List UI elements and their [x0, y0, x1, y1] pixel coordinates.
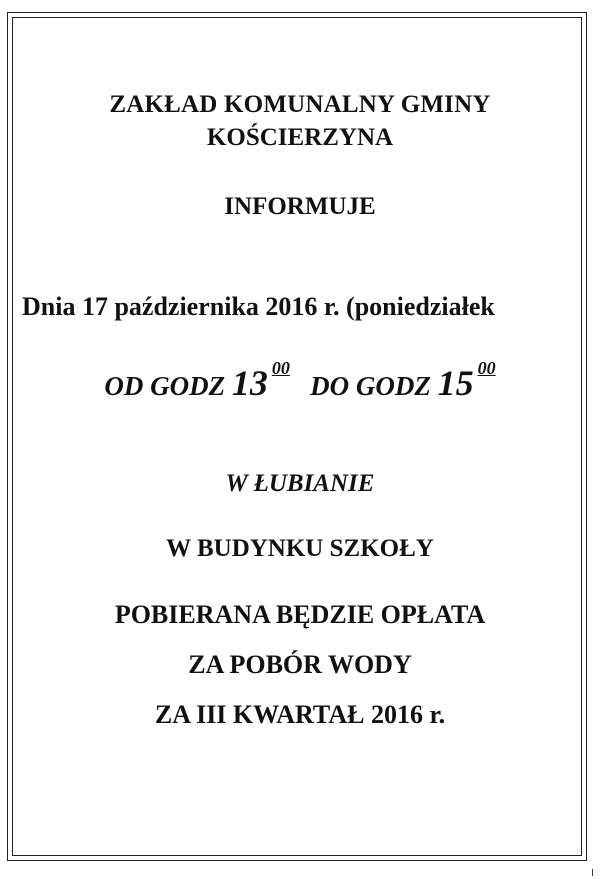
- organization-name-line2: KOŚCIERZYNA: [206, 124, 394, 151]
- corner-mark: I: [591, 868, 594, 879]
- fee-line2: ZA POBÓR WODY: [188, 650, 412, 679]
- to-hour: 15: [437, 363, 474, 403]
- location-building: W BUDYNKU SZKOŁY: [166, 535, 434, 562]
- from-minutes: 00: [271, 358, 290, 378]
- from-hour: 13: [231, 363, 268, 403]
- from-label: OD GODZ: [104, 371, 226, 401]
- organization-name-line1: ZAKŁAD KOMUNALNY GMINY: [109, 91, 491, 118]
- date-line: Dnia 17 października 2016 r. (poniedziałek: [22, 292, 495, 321]
- to-label: DO GODZ: [310, 371, 431, 401]
- fee-line1: POBIERANA BĘDZIE OPŁATA: [114, 600, 486, 629]
- time-range: [0, 358, 600, 404]
- fee-line3: ZA III KWARTAŁ 2016 r.: [154, 700, 446, 729]
- to-minutes: 00: [477, 358, 496, 378]
- location-town: W ŁUBIANIE: [225, 470, 375, 497]
- informs-heading: INFORMUJE: [224, 193, 376, 220]
